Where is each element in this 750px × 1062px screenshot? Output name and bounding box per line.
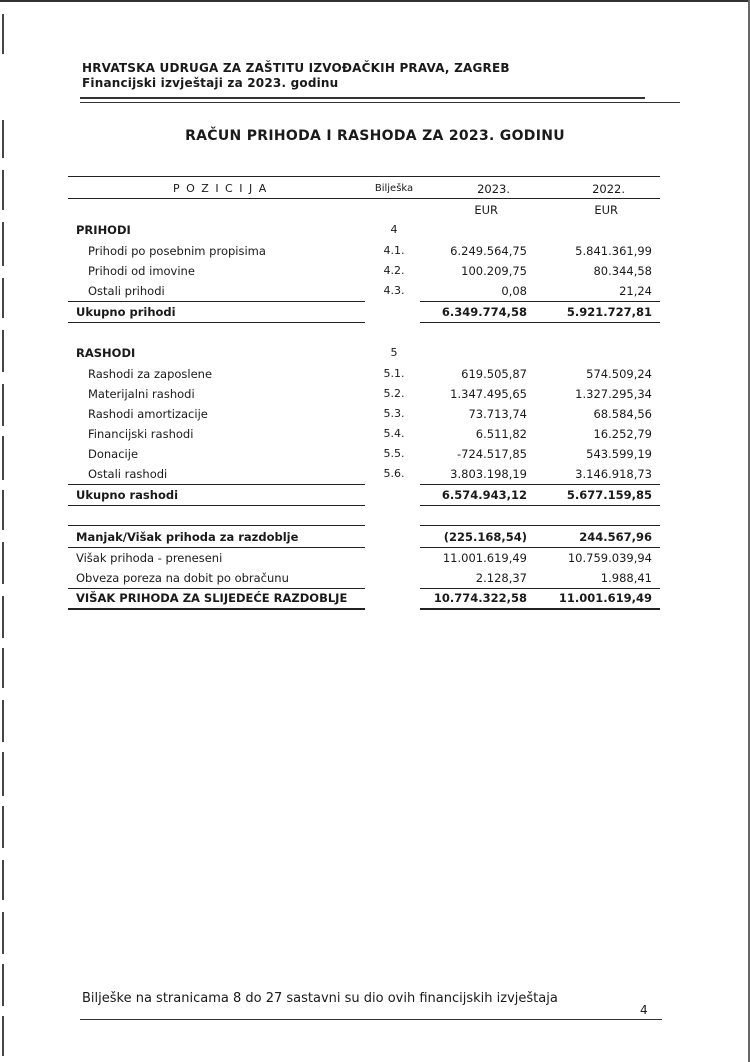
row-label: Financijski rashodi [88,427,194,441]
preneseni-label: Višak prihoda - preneseni [76,551,223,565]
manjak-2022: 244.567,96 [579,530,652,544]
prihodi-total-row [68,302,660,322]
prihodi-total-rule-left [68,322,365,323]
final-label: VIŠAK PRIHODA ZA SLIJEDEĆE RAZDOBLJE [76,591,348,605]
rashodi-total-2023: 6.574.943,12 [441,488,527,502]
top-border [0,0,750,2]
row-note: 5.6. [383,467,405,480]
row-label: Prihodi po posebnim propisima [88,244,266,258]
row-value-2022: 68.584,56 [593,407,652,421]
row-value-2023: 6.249.564,75 [450,244,527,258]
preneseni-2023: 11.001.619,49 [442,551,527,565]
final-2023: 10.774.322,58 [433,591,527,605]
rashodi-total-label: Ukupno rashodi [76,488,179,502]
row-value-2022: 543.599,19 [586,447,652,461]
row-note: 5.2. [383,387,405,400]
row-note: 5.1. [383,367,405,380]
row-label: Donacije [88,447,139,461]
prihodi-total-2023: 6.349.774,58 [441,305,527,319]
rashodi-total-rule-left [68,505,365,506]
column-header-note: Bilješka [374,183,414,194]
row-value-2023: 6.511,82 [475,427,527,441]
row-label: Ostali prihodi [88,284,165,298]
result-rule-right [420,525,660,526]
table-row [68,464,660,484]
prihodi-total-rule-right [420,322,660,323]
prihodi-note: 4 [390,223,398,236]
header-rule-thick [80,97,645,99]
table-top-rule [68,176,660,177]
row-label: Rashodi za zaposlene [88,367,213,381]
column-header-2023: 2023. [477,182,510,196]
manjak-2023: (225.168,54) [443,530,527,544]
column-header-position: P O Z I C I J A [173,182,268,195]
row-label: Prihodi od imovine [88,264,195,278]
row-value-2022: 574.509,24 [586,367,652,381]
row-value-2022: 16.252,79 [593,427,652,441]
table-row [68,261,660,281]
currency-2022: EUR [594,203,618,217]
statement-title: RAČUN PRIHODA I RASHODA ZA 2023. GODINU [185,128,565,144]
porez-2023: 2.128,37 [475,571,527,585]
row-value-2022: 1.327.295,34 [575,387,652,401]
footer-note: Bilješke na stranicama 8 do 27 sastavni su dio ovih financijskih izvještaja [82,991,558,1006]
row-note: 5.3. [383,407,405,420]
prihodi-heading: PRIHODI [76,223,131,237]
table-row [68,281,660,301]
row-value-2023: 1.347.495,65 [450,387,527,401]
porez-2022: 1.988,41 [600,571,652,585]
column-header-2022: 2022. [592,182,625,196]
rashodi-heading-row [68,343,660,363]
rashodi-total-row [68,485,660,505]
row-value-2023: 3.803.198,19 [450,467,527,481]
table-row [68,404,660,424]
row-label: Materijalni rashodi [88,387,195,401]
footer-rule [80,1019,662,1020]
table-row [68,241,660,261]
row-value-2023: 100.209,75 [461,264,527,278]
preneseni-2022: 10.759.039,94 [567,551,652,565]
prihodi-total-label: Ukupno prihodi [76,305,176,319]
final-2022: 11.001.619,49 [558,591,652,605]
row-value-2022: 21,24 [619,284,652,298]
report-subtitle: Financijski izvještaji za 2023. godinu [82,76,339,90]
manjak-label: Manjak/Višak prihoda za razdoblje [76,530,299,544]
row-label: Rashodi amortizacije [88,407,208,421]
manjak-row [68,527,660,547]
table-row [68,444,660,464]
table-header-row [68,179,660,199]
table-row [68,424,660,444]
row-note: 5.5. [383,447,405,460]
row-note: 4.1. [383,244,405,257]
scan-edge-marks [0,0,6,1062]
row-value-2022: 5.841.361,99 [575,244,652,258]
page-number: 4 [640,1003,648,1017]
header-rule-thin [80,102,680,103]
row-value-2022: 80.344,58 [593,264,652,278]
organization-name: HRVATSKA UDRUGA ZA ZAŠTITU IZVOĐAČKIH PRAVA, ZAGREB [82,61,510,75]
row-label: Ostali rashodi [88,467,168,481]
header-rule [68,198,660,199]
prihodi-total-2022: 5.921.727,81 [566,305,652,319]
row-note: 4.3. [383,284,405,297]
preneseni-row [68,548,660,568]
row-note: 4.2. [383,264,405,277]
currency-row [68,200,660,220]
final-double-rule-right [420,608,660,610]
table-row [68,384,660,404]
rashodi-total-rule-right [420,505,660,506]
final-row [68,588,660,608]
row-value-2023: -724.517,85 [457,447,527,461]
document-header [82,61,682,91]
rashodi-total-2022: 5.677.159,85 [566,488,652,502]
rashodi-note: 5 [390,346,398,359]
porez-row [68,568,660,588]
row-value-2023: 0,08 [501,284,527,298]
row-value-2022: 3.146.918,73 [575,467,652,481]
porez-label: Obveza poreza na dobit po obračunu [76,571,289,585]
row-value-2023: 619.505,87 [461,367,527,381]
prihodi-heading-row [68,220,660,240]
row-note: 5.4. [383,427,405,440]
final-double-rule-left [68,608,365,610]
currency-2023: EUR [474,203,498,217]
row-value-2023: 73.713,74 [468,407,527,421]
table-row [68,364,660,384]
result-rule-left [68,525,365,526]
rashodi-heading: RASHODI [76,346,136,360]
